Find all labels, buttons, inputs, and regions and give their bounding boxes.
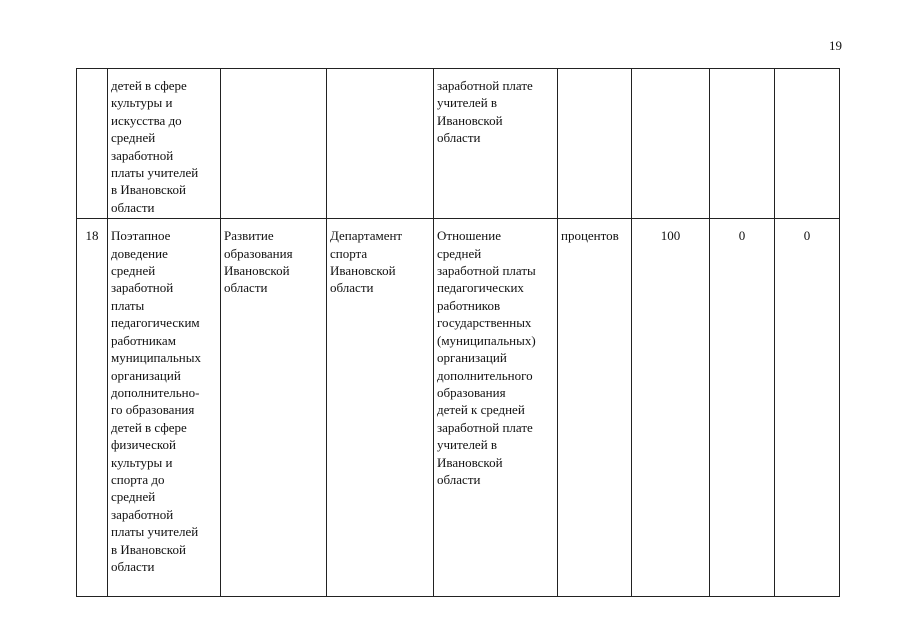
executor-line: спорта (330, 245, 368, 261)
row-number-cell (77, 69, 108, 219)
indicator-line: учителей в (437, 95, 498, 111)
event-line: физической (111, 437, 176, 453)
indicator-line: области (437, 471, 481, 487)
value-cell-2 (710, 69, 775, 219)
row-number-cell: 18 (77, 219, 108, 597)
value-cell-1: 100 (632, 219, 710, 597)
event-line: в Ивановской (111, 182, 186, 198)
event-line: средней (111, 130, 156, 146)
event-line: платы учителей (111, 524, 199, 540)
event-line: заработной (111, 280, 174, 296)
event-line: средней (111, 489, 156, 505)
event-line: спорта до (111, 471, 165, 487)
table-row (77, 69, 840, 219)
executor-line: Ивановской (330, 263, 396, 279)
value-cell-2: 0 (710, 219, 775, 597)
indicator-cell (434, 219, 558, 597)
table-row (77, 219, 840, 597)
event-line: области (111, 558, 155, 574)
event-line: области (111, 199, 155, 215)
event-line: заработной (111, 147, 174, 163)
program-cell (221, 219, 327, 597)
event-line: культуры и (111, 454, 173, 470)
executor-line: Департамент (330, 228, 403, 244)
event-line: детей в сфере (111, 78, 187, 93)
indicator-line: работников (437, 297, 501, 313)
event-line: детей в сфере (111, 419, 187, 435)
event-line: дополнительно- (111, 384, 200, 400)
value-cell-3 (775, 69, 840, 219)
event-line: педагогическим (111, 315, 200, 331)
event-line: работникам (111, 332, 176, 348)
page-number: 19 (829, 38, 842, 53)
indicator-line: образования (437, 384, 506, 400)
event-line: искусства до (111, 112, 182, 128)
event-line: доведение (111, 245, 168, 261)
program-line: области (224, 280, 268, 296)
value-cell-1 (632, 69, 710, 219)
indicator-line: средней (437, 245, 482, 261)
program-line: Ивановской (224, 263, 290, 279)
event-line: го образования (111, 402, 195, 418)
unit-cell: процентов (558, 219, 632, 597)
indicator-line: Ивановской (437, 112, 503, 128)
event-line: организаций (111, 367, 181, 383)
program-line: образования (224, 245, 293, 261)
event-cell (108, 219, 221, 597)
indicator-line: заработной плате (437, 78, 533, 93)
event-line: средней (111, 263, 156, 279)
indicator-line: заработной платы (437, 263, 536, 279)
executor-cell (327, 69, 434, 219)
program-line: Развитие (224, 228, 274, 244)
event-line: платы учителей (111, 165, 199, 181)
indicator-line: организаций (437, 350, 507, 366)
event-line: муниципальных (111, 350, 202, 366)
program-cell (221, 69, 327, 219)
indicator-line: Ивановской (437, 454, 503, 470)
event-line: заработной (111, 506, 174, 522)
event-line: Поэтапное (111, 228, 171, 244)
executor-line: области (330, 280, 374, 296)
indicator-line: дополнительного (437, 367, 533, 383)
indicator-line: области (437, 130, 481, 146)
indicator-cell (434, 69, 558, 219)
event-line: в Ивановской (111, 541, 186, 557)
indicator-line: государственных (437, 315, 532, 331)
executor-cell (327, 219, 434, 597)
document-table (76, 68, 840, 597)
event-line: платы (111, 297, 145, 313)
event-cell (108, 69, 221, 219)
indicator-line: (муниципальных) (437, 332, 536, 348)
indicator-line: Отношение (437, 228, 501, 244)
indicator-line: заработной плате (437, 419, 533, 435)
unit-cell (558, 69, 632, 219)
indicator-line: учителей в (437, 437, 498, 453)
event-line: культуры и (111, 95, 173, 111)
indicator-line: детей к средней (437, 402, 525, 418)
indicator-line: педагогических (437, 280, 524, 296)
value-cell-3: 0 (775, 219, 840, 597)
